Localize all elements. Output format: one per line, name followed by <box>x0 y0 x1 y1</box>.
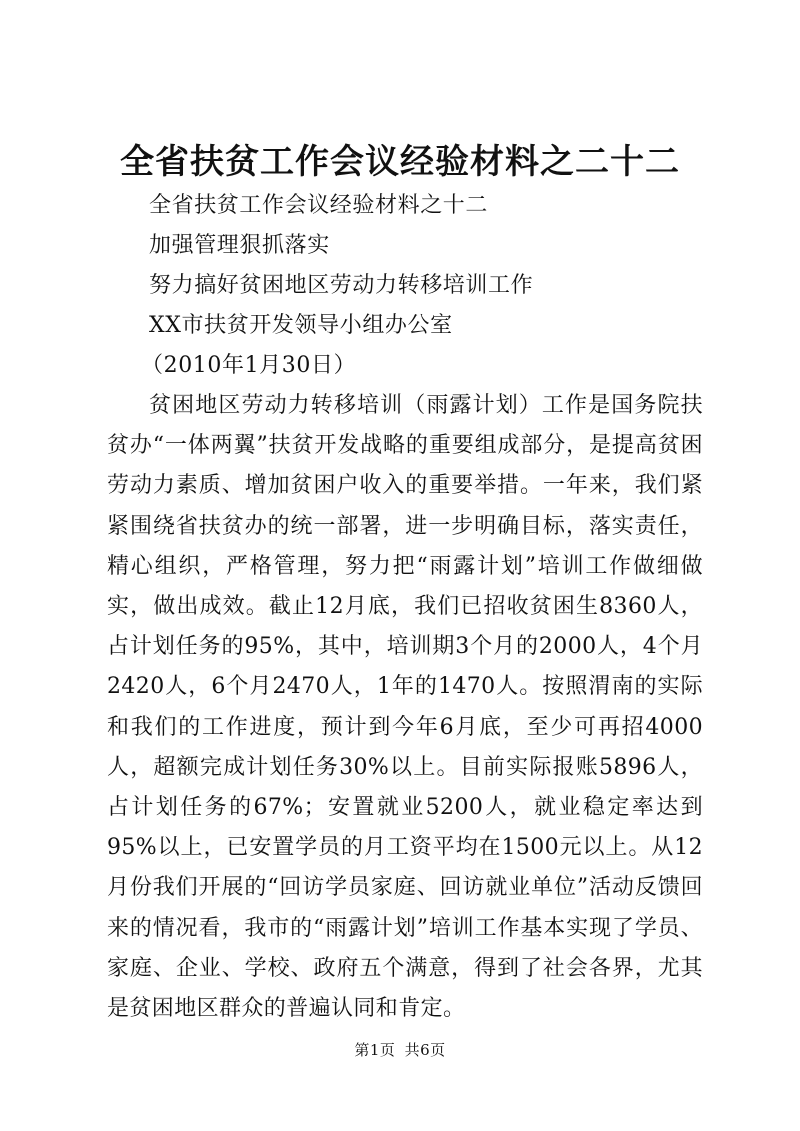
page-total: 共6页 <box>404 1041 446 1059</box>
page-number: 第1页 <box>354 1041 396 1059</box>
heading-line-1: 加强管理狠抓落实 <box>149 233 330 258</box>
heading-line-2: 努力搞好贫困地区劳动力转移培训工作 <box>149 273 534 298</box>
subtitle-line: 全省扶贫工作会议经验材料之十二 <box>149 193 489 218</box>
date-line: （2010年1月30日） <box>141 353 357 378</box>
document-title: 全省扶贫工作会议经验材料之二十二 <box>120 142 680 182</box>
author-line: XX市扶贫开发领导小组办公室 <box>149 313 453 338</box>
body-paragraph: 贫困地区劳动力转移培训（雨露计划）工作是国务院扶贫办“一体两翼”扶贫开发战略的重要组成部分，是提高贫困劳动力素质、增加贫困户收入的重要举措。一年来，我们紧紧围绕省扶贫办的统一部署，进一步明确目标，落实责任，精心组织，严格管理，努力把“雨露计划”培训工作做细做实，做出成效。截止12月底，我们已招收贫困生8360人，占计划任务的95%，其中，培训期3个月的2000人，4个月2420人，6个月2470人，1年的1470人。按照渭南的实际和我们的工作进度，预计到今年6月底，至少可再招4000人，超额完成计划任务30%以上。目前实际报账5896人，占计划任务的67%；安置就业5200人，就业稳定率达到95%以上，已安置学员的月工资平均在1500元以上。从12月份我们开展的“回访学员家庭、回访就业单位”活动反馈回来的情况看，我市的“雨露计划”培训工作基本实现了学员、家庭、企业、学校、政府五个满意，得到了社会各界，尤其是贫困地区群众的普遍认同和肯定。 <box>107 393 703 1022</box>
document-body <box>107 186 703 1051</box>
page-footer <box>0 1040 800 1060</box>
